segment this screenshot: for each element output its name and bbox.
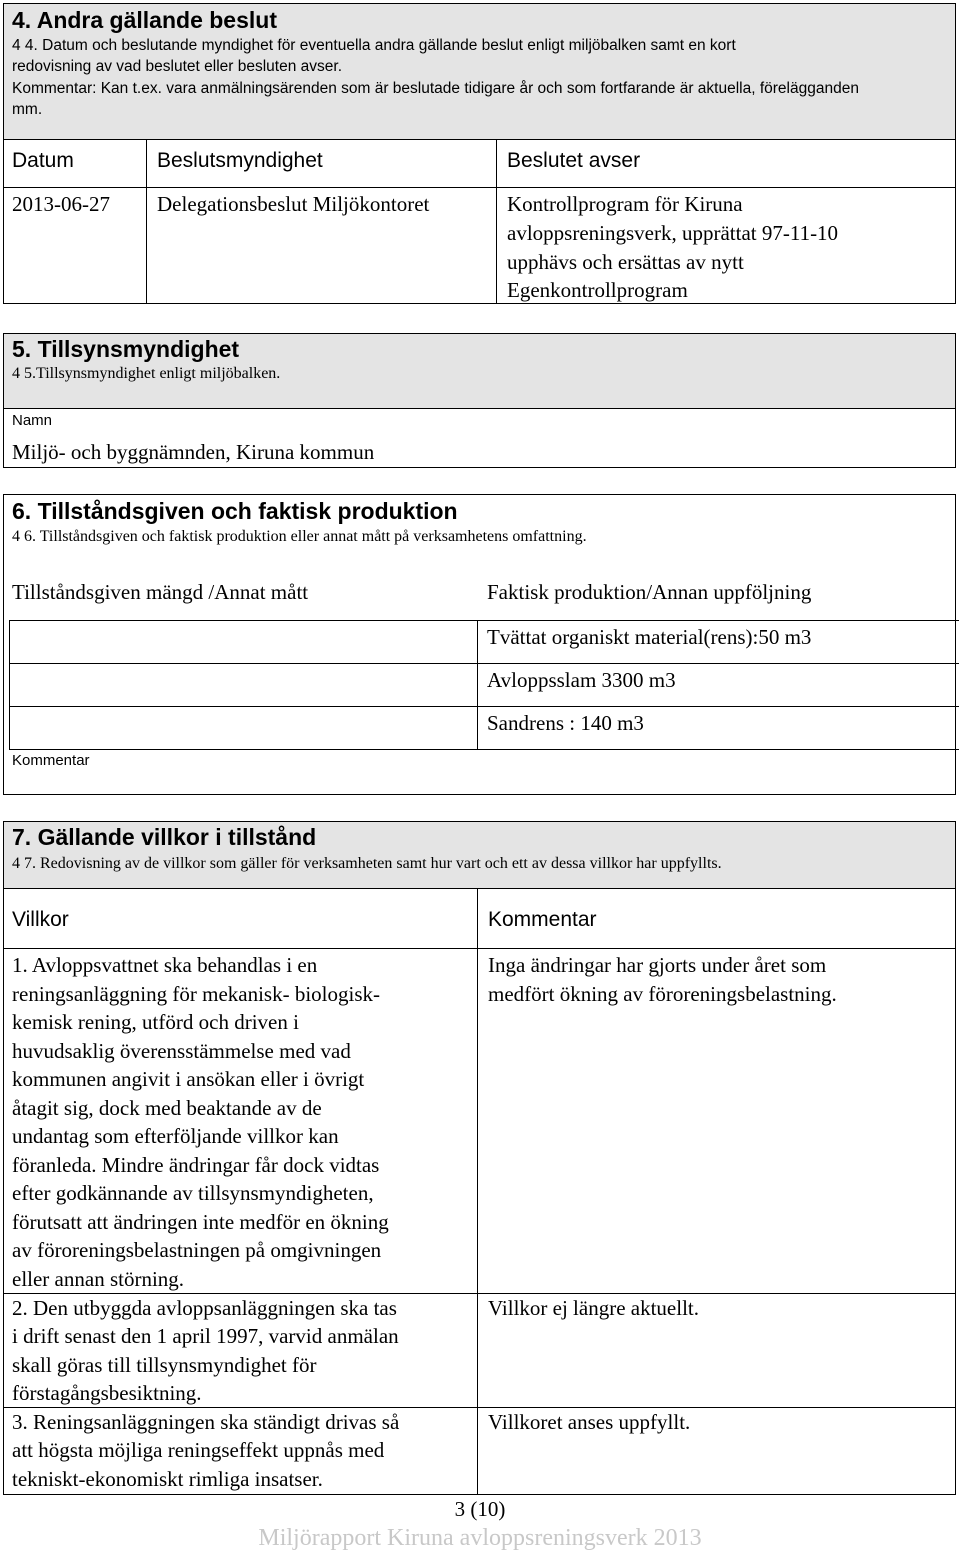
column-divider <box>9 620 10 750</box>
villkor-text-line: 2. Den utbyggda avloppsanläggningen ska tas <box>12 1296 397 1320</box>
divider <box>9 706 959 707</box>
column-divider <box>146 139 147 303</box>
decision-subject-line: upphävs och ersättas av nytt <box>507 250 744 274</box>
divider <box>4 888 955 889</box>
divider <box>9 620 959 621</box>
column-divider <box>477 620 478 750</box>
section-4-desc-1: 4 4. Datum och beslutande myndighet för eventuella andra gällande beslut enligt miljöbalken samt en kort <box>12 37 736 54</box>
decision-authority: Delegationsbeslut Miljökontoret <box>157 192 430 216</box>
col-header-beslutsmyndighet: Beslutsmyndighet <box>157 149 323 172</box>
villkor-text-line: att högsta möjliga reningseffekt uppnås med <box>12 1438 385 1462</box>
section-5-title: 5. Tillsynsmyndighet <box>12 336 240 362</box>
villkor-text-line: av föroreningsbelastningen på omgivningen <box>12 1238 382 1262</box>
section-6-desc: 4 6. Tillståndsgiven och faktisk produktion eller annat mått på verksamhetens omfattning. <box>12 528 587 545</box>
decision-subject-line: avloppsreningsverk, upprättat 97-11-10 <box>507 221 839 245</box>
villkor-text-line: huvudsaklig överensstämmelse med vad <box>12 1039 351 1063</box>
section-7-desc: 4 7. Redovisning av de villkor som gäller för verksamheten samt hur vart och ett av dessa villkor har uppfyllts. <box>12 855 722 872</box>
section-7 <box>3 821 956 1495</box>
divider <box>4 948 955 949</box>
section-4-desc-2: redovisning av vad beslutet eller besluten avser. <box>12 58 343 75</box>
villkor-text-line: kommunen angivit i ansökan eller i övrigt <box>12 1067 365 1091</box>
decision-date: 2013-06-27 <box>12 192 110 216</box>
villkor-text-line: 1. Avloppsvattnet ska behandlas i en <box>12 953 318 977</box>
villkor-text-line: förstagångsbesiktning. <box>12 1381 202 1405</box>
namn-value: Miljö- och byggnämnden, Kiruna kommun <box>12 440 375 464</box>
section-6 <box>3 494 956 795</box>
section-7-title: 7. Gällande villkor i tillstånd <box>12 824 317 850</box>
col-header-villkor: Villkor <box>12 908 69 931</box>
production-table <box>9 620 959 752</box>
decision-subject-line: Kontrollprogram för Kiruna <box>507 192 743 216</box>
villkor-text-line: i drift senast den 1 april 1997, varvid anmälan <box>12 1324 399 1348</box>
villkor-text-line: eller annan störning. <box>12 1267 185 1291</box>
kommentar-text-line: Villkoret anses uppfyllt. <box>488 1410 691 1434</box>
column-divider <box>496 139 497 303</box>
section-4 <box>3 3 956 304</box>
villkor-text-line: tekniskt-ekonomiskt rimliga insatser. <box>12 1467 323 1491</box>
divider <box>9 749 959 750</box>
production-value: Avloppsslam 3300 m3 <box>487 668 676 692</box>
section-5 <box>3 333 956 468</box>
villkor-text-line: förutsatt att ändringen inte medför en ökning <box>12 1210 389 1234</box>
section-4-title: 4. Andra gällande beslut <box>12 7 277 33</box>
decision-subject-line: Egenkontrollprogram <box>507 278 688 302</box>
villkor-text-line: kemisk rening, utförd och driven i <box>12 1010 299 1034</box>
namn-label: Namn <box>12 412 53 429</box>
villkor-text-line: undantag som efterföljande villkor kan <box>12 1124 339 1148</box>
column-divider <box>477 888 478 1494</box>
col-header-kommentar: Kommentar <box>488 908 597 931</box>
villkor-text-line: skall göras till tillsynsmyndighet för <box>12 1353 317 1377</box>
production-value: Sandrens : 140 m3 <box>487 711 644 735</box>
section-6-title: 6. Tillståndsgiven och faktisk produktion <box>12 498 458 524</box>
kommentar-label: Kommentar <box>12 752 90 769</box>
col-header-tillstandsgiven: Tillståndsgiven mängd /Annat mått <box>12 580 309 604</box>
section-4-comment-2: mm. <box>12 101 43 118</box>
villkor-text-line: föranleda. Mindre ändringar får dock vidtas <box>12 1153 380 1177</box>
production-value: Tvättat organiskt material(rens):50 m3 <box>487 625 812 649</box>
col-header-faktisk-produktion: Faktisk produktion/Annan uppföljning <box>487 580 812 604</box>
villkor-text-line: reningsanläggning för mekanisk- biologisk- <box>12 982 381 1006</box>
villkor-text-line: åtagit sig, dock med beaktande av de <box>12 1096 322 1120</box>
footer-watermark: Miljörapport Kiruna avloppsreningsverk 2013 <box>258 1525 702 1551</box>
villkor-text-line: efter godkännande av tillsynsmyndigheten, <box>12 1181 374 1205</box>
section-5-desc: 4 5.Tillsynsmyndighet enligt miljöbalken. <box>12 365 281 382</box>
col-header-datum: Datum <box>12 149 74 172</box>
page-number: 3 (10) <box>454 1497 506 1521</box>
villkor-text-line: 3. Reningsanläggningen ska ständigt drivas så <box>12 1410 400 1434</box>
divider <box>9 663 959 664</box>
divider <box>4 408 955 409</box>
section-4-comment-1: Kommentar: Kan t.ex. vara anmälningsärenden som är beslutade tidigare år och som fortfarande är aktuella, förelägganden <box>12 80 859 97</box>
col-header-beslutet-avser: Beslutet avser <box>507 149 641 172</box>
kommentar-text-line: Inga ändringar har gjorts under året som <box>488 953 827 977</box>
kommentar-text-line: Villkor ej längre aktuellt. <box>488 1296 700 1320</box>
kommentar-text-line: medfört ökning av föroreningsbelastning. <box>488 982 837 1006</box>
